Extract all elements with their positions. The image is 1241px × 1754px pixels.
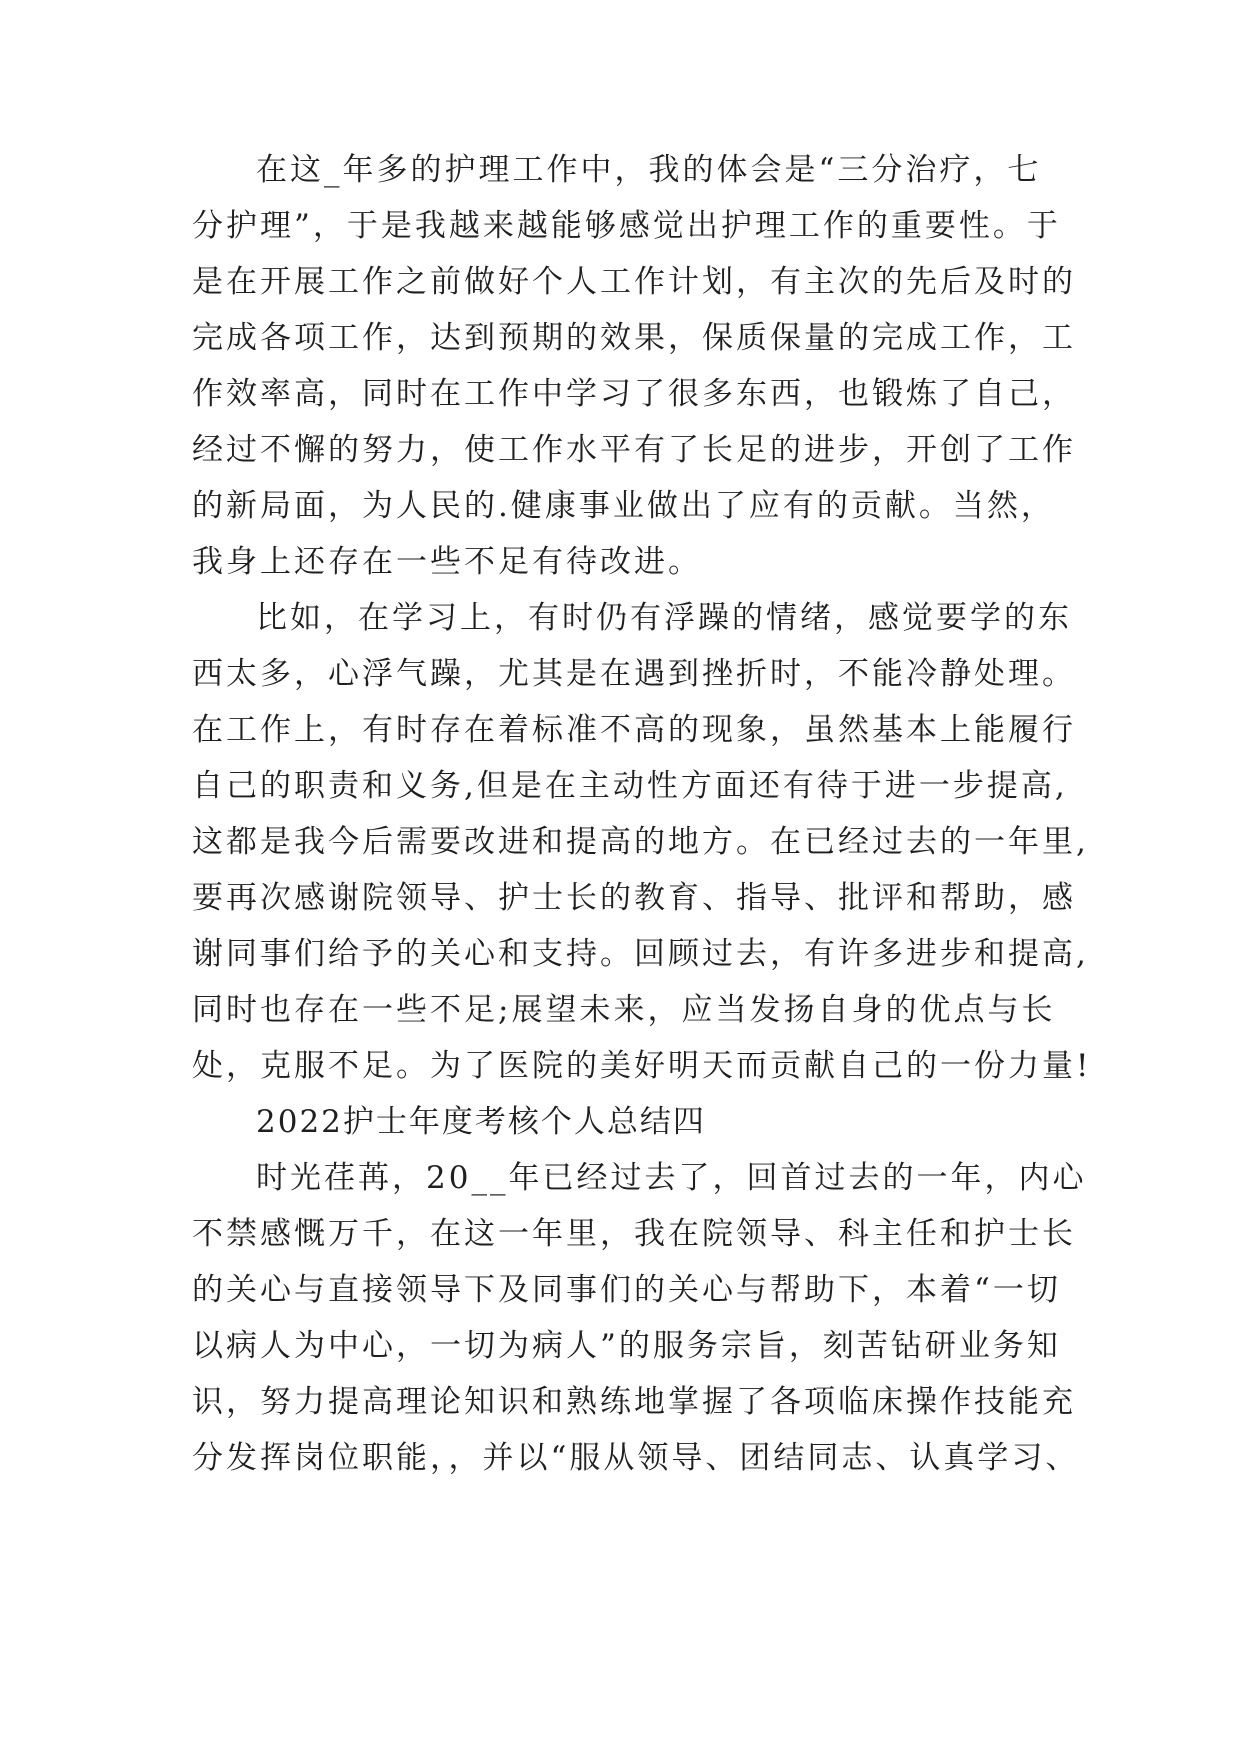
paragraph-2-line-9: 处，克服不足。为了医院的美好明天而贡献自己的一份力量! — [192, 1048, 1092, 1084]
paragraph-1-line-8: 我身上还存在一些不足有待改进。 — [192, 544, 702, 580]
paragraph-3-line-1: 时光荏苒，20__年已经过去了，回首过去的一年，内心 — [256, 1160, 1087, 1196]
paragraph-3-line-3: 的关心与直接领导下及同事们的关心与帮助下，本着“一切 — [192, 1272, 1061, 1308]
paragraph-1-line-6: 经过不懈的努力，使工作水平有了长足的进步，开创了工作 — [192, 432, 1076, 468]
section-heading: 2022护士年度考核个人总结四 — [256, 1104, 706, 1140]
paragraph-3-line-4: 以病人为中心，一切为病人”的服务宗旨，刻苦钻研业务知 — [192, 1328, 1061, 1364]
paragraph-3-line-5: 识，努力提高理论知识和熟练地掌握了各项临床操作技能充 — [192, 1384, 1076, 1420]
paragraph-1-line-3: 是在开展工作之前做好个人工作计划，有主次的先后及时的 — [192, 264, 1076, 300]
paragraph-3-line-2: 不禁感慨万千，在这一年里，我在院领导、科主任和护士长 — [192, 1216, 1076, 1252]
paragraph-2-line-2: 西太多，心浮气躁，尤其是在遇到挫折时，不能冷静处理。 — [192, 656, 1076, 692]
paragraph-2-line-4: 自己的职责和义务,但是在主动性方面还有待于进一步提高, — [192, 768, 1068, 804]
paragraph-2-line-6: 要再次感谢院领导、护士长的教育、指导、批评和帮助，感 — [192, 880, 1076, 916]
paragraph-1-line-5: 作效率高，同时在工作中学习了很多东西，也锻炼了自己， — [192, 376, 1076, 412]
paragraph-2-line-7: 谢同事们给予的关心和支持。回顾过去，有许多进步和提高, — [192, 936, 1089, 972]
paragraph-2-line-5: 这都是我今后需要改进和提高的地方。在已经过去的一年里, — [192, 824, 1089, 860]
paragraph-1-line-1: 在这_年多的护理工作中，我的体会是“三分治疗，七 — [256, 152, 1042, 188]
paragraph-1-line-7: 的新局面，为人民的.健康事业做出了应有的贡献。当然， — [192, 488, 1055, 524]
paragraph-2-line-1: 比如，在学习上，有时仍有浮躁的情绪，感觉要学的东 — [256, 600, 1072, 636]
paragraph-1-line-2: 分护理”，于是我越来越能够感觉出护理工作的重要性。于 — [192, 208, 1061, 244]
paragraph-2-line-3: 在工作上，有时存在着标准不高的现象，虽然基本上能履行 — [192, 712, 1076, 748]
paragraph-1-line-4: 完成各项工作，达到预期的效果，保质保量的完成工作，工 — [192, 320, 1076, 356]
paragraph-2-line-8: 同时也存在一些不足;展望未来，应当发扬自身的优点与长 — [192, 992, 1056, 1028]
paragraph-3-line-6: 分发挥岗位职能，，并以“服从领导、团结同志、认真学习、 — [192, 1440, 1080, 1476]
